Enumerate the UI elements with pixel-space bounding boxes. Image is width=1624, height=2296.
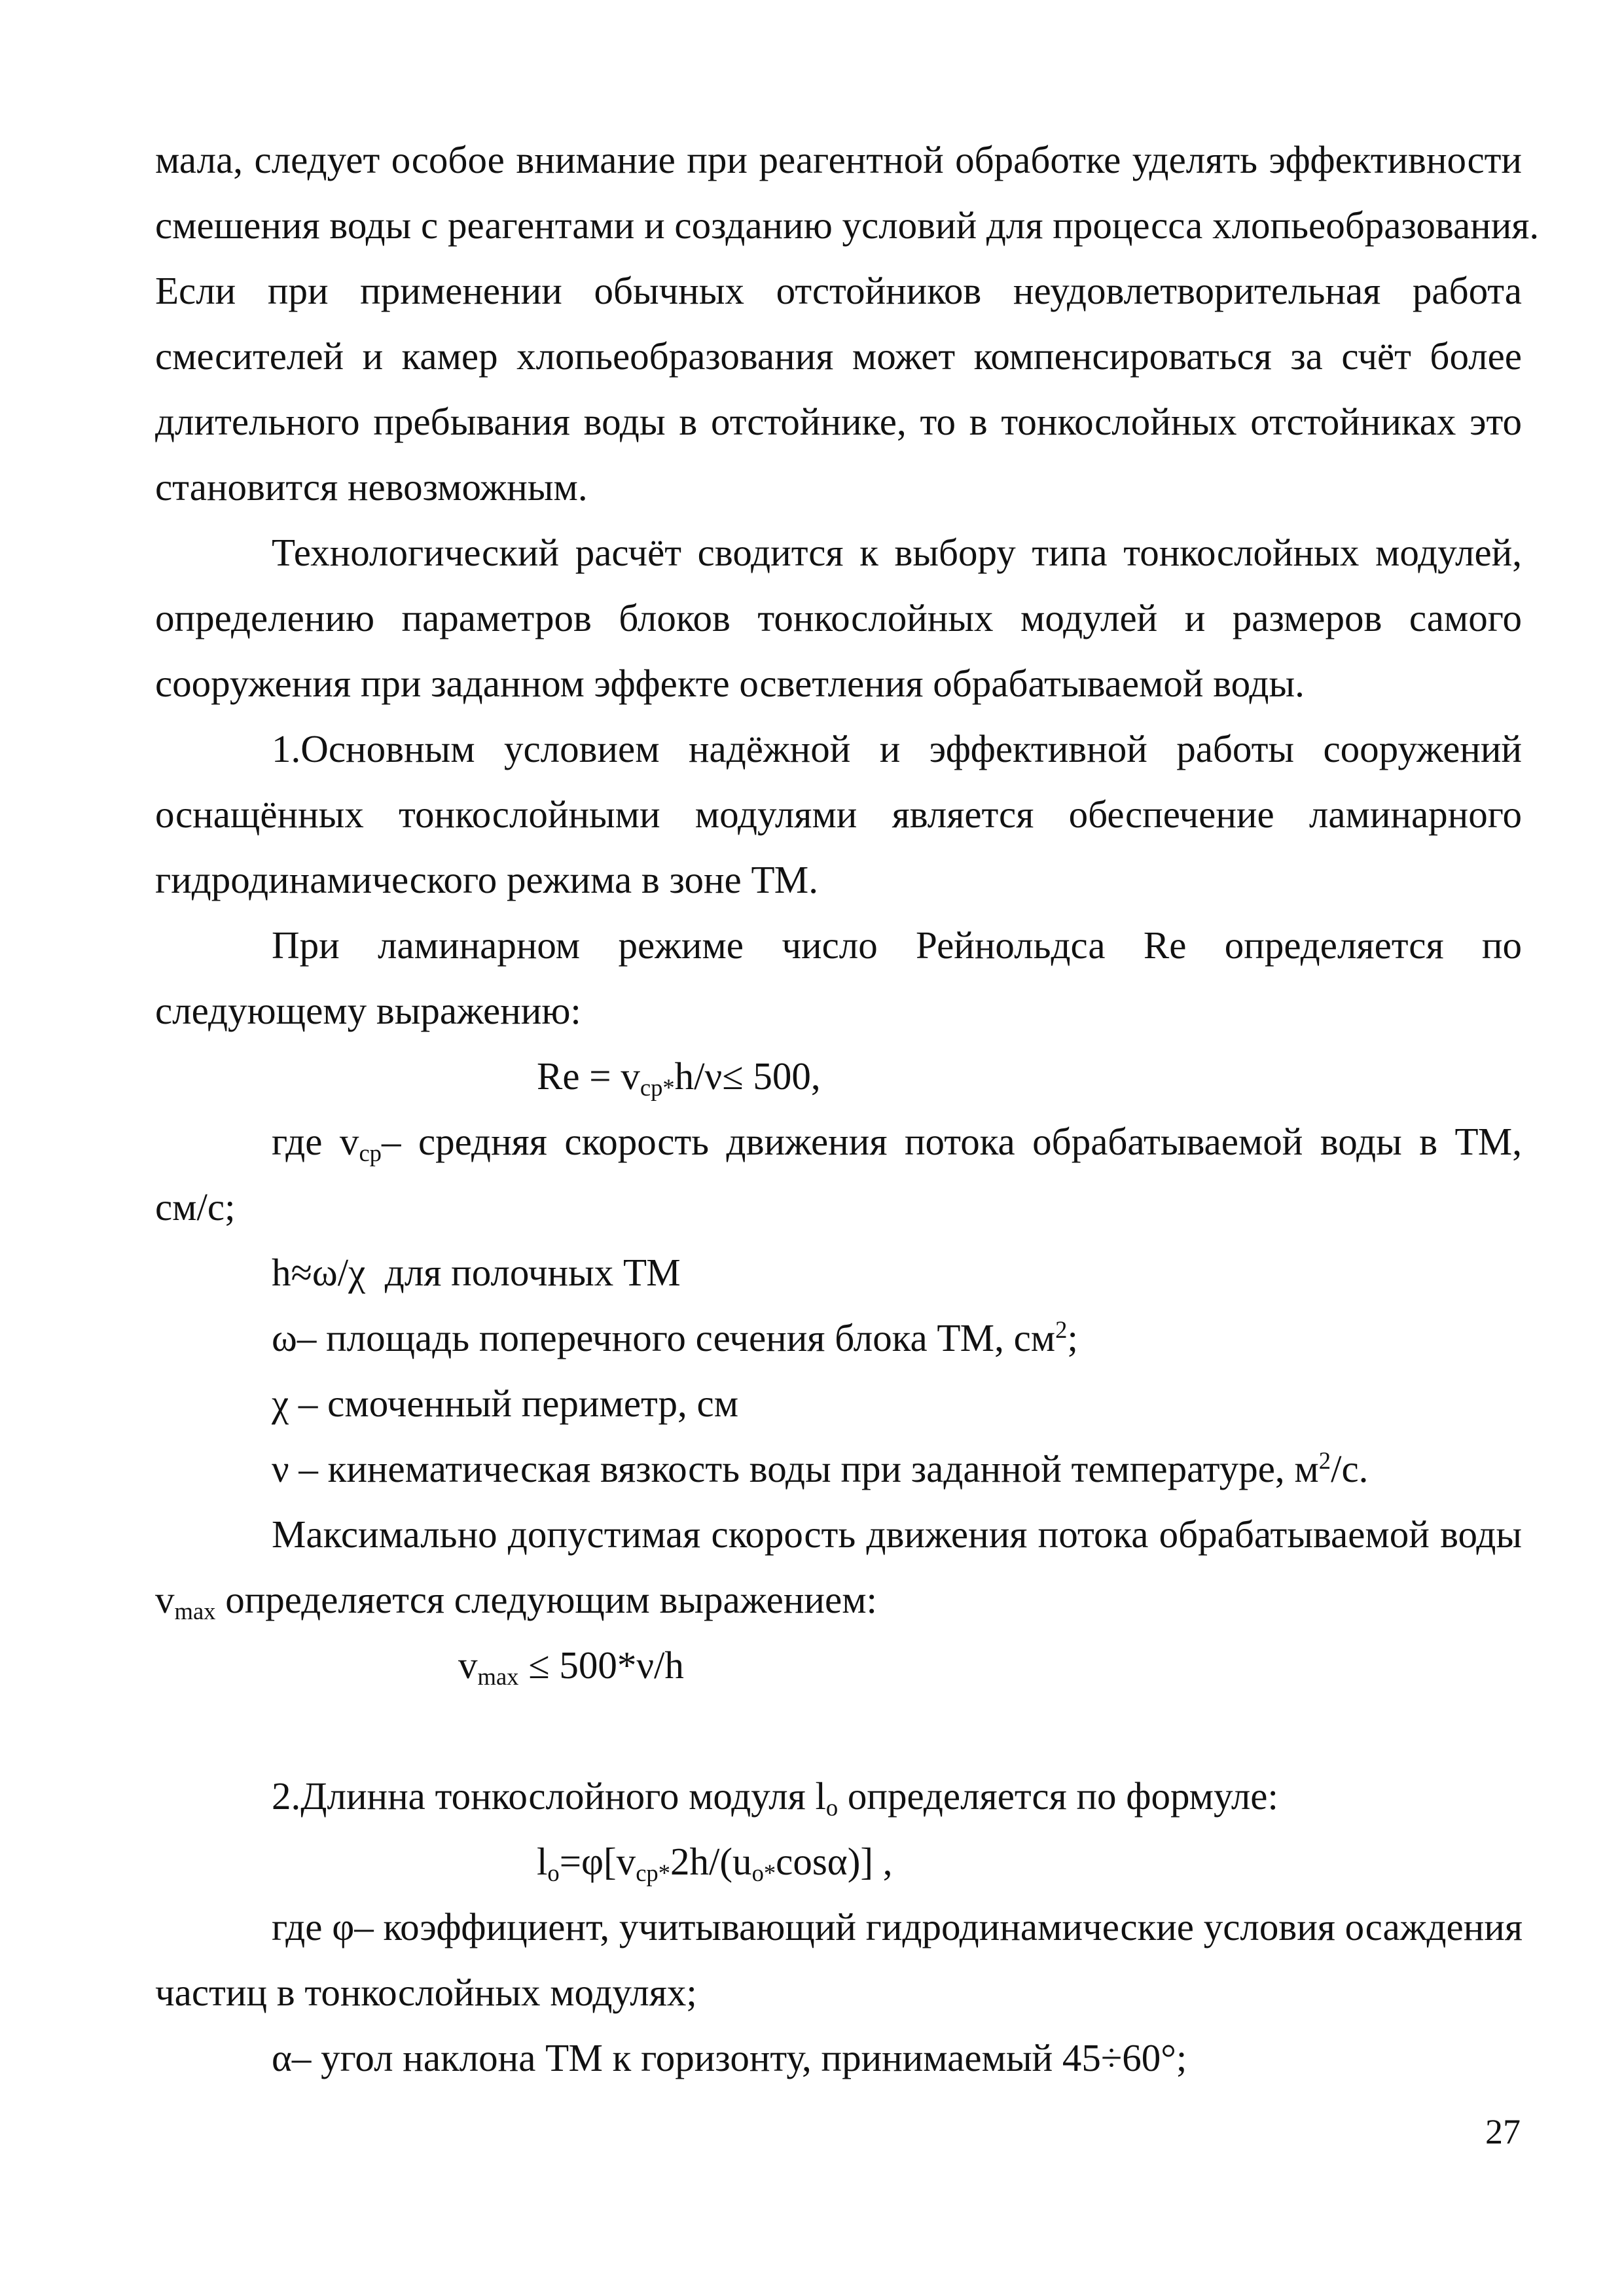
definition-line: ν – кинематическая вязкость воды при заданной температуре, $м^2/с$.: [272, 1446, 1369, 1490]
reynolds-formula: $Re = v_{ср*}h/\nu\le 500$,: [537, 1054, 821, 1102]
paragraph-first-line: При ламинарном режиме число Рейнольдса Re определяется по: [272, 924, 1522, 967]
module-length-formula: $l_о=\varphi[v_{ср*}2h/(u_{о*}\cos\alpha)]$ ,: [537, 1840, 893, 1887]
paragraph-first-line: 1.Основным условием надёжной и эффективной работы сооружений: [272, 727, 1522, 770]
paragraph-first-line: 2.Длинна тонкослойного модуля $l_о$ определяется по формуле:: [272, 1774, 1278, 1821]
text-line: см/с;: [155, 1185, 236, 1229]
text-line: сооружения при заданном эффекте осветления обрабатываемой воды.: [155, 662, 1305, 705]
vmax-formula: $v_{max} \le 500*\nu/h$: [458, 1643, 684, 1691]
text-line: смешения воды с реагентами и созданию условий для процесса хлопьеобразования.: [155, 204, 1540, 247]
paragraph-first-line: Максимально допустимая скорость движения потока обрабатываемой воды: [272, 1513, 1522, 1556]
text-line: гидродинамического режима в зоне ТМ.: [155, 858, 818, 901]
definition-line: ω– площадь поперечного сечения блока ТМ, $см^2$;: [272, 1316, 1078, 1359]
text-line: смесителей и камер хлопьеобразования может компенсироваться за счёт более: [155, 334, 1522, 378]
text-line: определению параметров блоков тонкослойных модулей и размеров самого: [155, 596, 1522, 639]
definition-line: χ – смоченный периметр, см: [272, 1382, 739, 1425]
text-line: длительного пребывания воды в отстойнике, то в тонкослойных отстойниках это: [155, 400, 1522, 443]
paragraph-first-line: Технологический расчёт сводится к выбору типа тонкослойных модулей,: [272, 531, 1522, 574]
page-number: 27: [1485, 2112, 1521, 2151]
definition-line: где $v_{ср}-$ средняя скорость движения потока обрабатываемой воды в ТМ,: [272, 1120, 1523, 1167]
text-line: становится невозможным.: [155, 465, 588, 509]
text-line: оснащённых тонкослойными модулями является обеспечение ламинарного: [155, 793, 1522, 836]
text-line: следующему выражению:: [155, 989, 581, 1032]
text-line: $v_{max}$ определяется следующим выражением:: [155, 1578, 877, 1625]
definition-line: h≈ω/χ для полочных ТМ: [272, 1251, 681, 1294]
text-line: частиц в тонкослойных модулях;: [155, 1971, 697, 2014]
text-line: Если при применении обычных отстойников неудовлетворительная работа: [155, 269, 1522, 312]
definition-line: где φ– коэффициент, учитывающий гидродинамические условия осаждения: [272, 1905, 1523, 1948]
definition-line: α– угол наклона ТМ к горизонту, принимаемый 45÷60°;: [272, 2036, 1187, 2079]
text-line: мала, следует особое внимание при реагентной обработке уделять эффективности: [155, 138, 1522, 181]
